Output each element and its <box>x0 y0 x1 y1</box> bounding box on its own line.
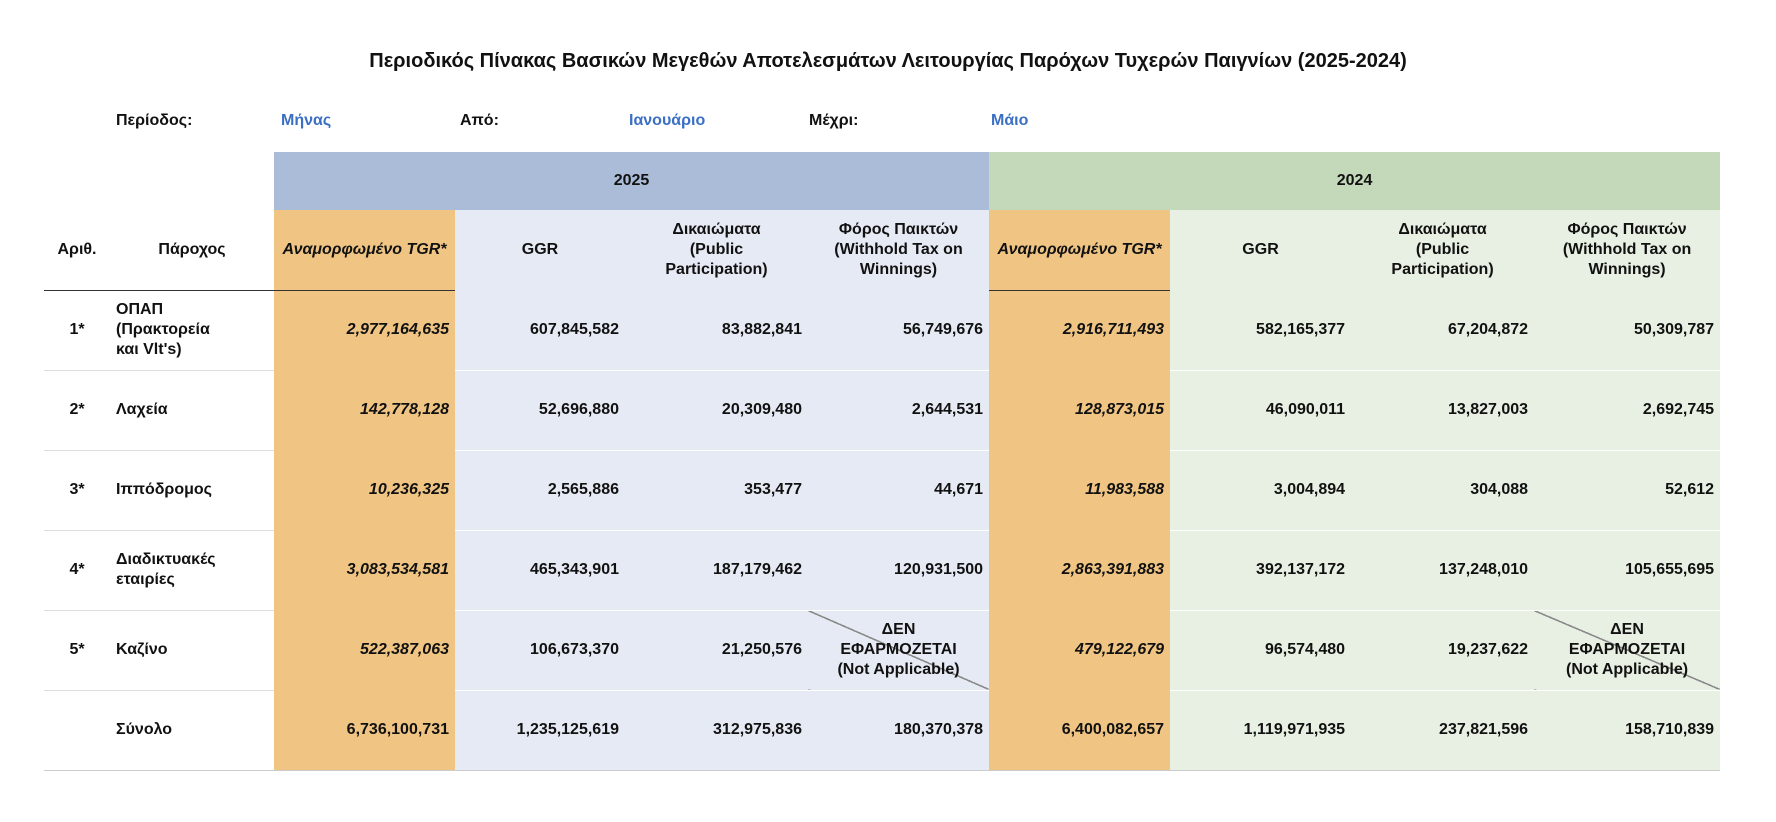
cell-tax-2024: 50,309,787 <box>1534 290 1720 370</box>
cell-rights-2025: 353,477 <box>625 450 808 530</box>
row-provider: Καζίνο <box>110 610 274 690</box>
cell-tgr-2025: 2,977,164,635 <box>274 290 455 370</box>
col-header-ggr-2024: GGR <box>1170 210 1351 290</box>
table-row <box>44 370 1720 450</box>
total-row <box>44 690 1720 770</box>
col-header-rights-2025 <box>625 210 808 290</box>
provider-line: (Πρακτορεία <box>116 321 210 338</box>
cell-tax-2025-not-applicable <box>808 610 989 690</box>
cell-tgr-2025: 522,387,063 <box>274 610 455 690</box>
to-value-link[interactable]: Μάιο <box>991 112 1029 129</box>
cell-ggr-2025: 106,673,370 <box>455 610 625 690</box>
cell-ggr-2024: 392,137,172 <box>1170 530 1351 610</box>
table-row <box>44 530 1720 610</box>
provider-line: ΟΠΑΠ <box>116 301 164 318</box>
cell-tgr-2025: 10,236,325 <box>274 450 455 530</box>
header-line: Δικαιώματα <box>1398 221 1487 238</box>
cell-tgr-2025: 3,083,534,581 <box>274 530 455 610</box>
provider-line: και Vlt's) <box>116 341 182 358</box>
col-header-rights-2024 <box>1351 210 1534 290</box>
na-line: ΕΦΑΡΜΟΖΕΤΑΙ <box>1568 641 1686 658</box>
cell-tax-2024-not-applicable <box>1534 610 1720 690</box>
na-line: (Not Applicable) <box>1566 661 1689 678</box>
col-header-ggr-2025: GGR <box>455 210 625 290</box>
cell-tgr-2024: 11,983,588 <box>989 450 1170 530</box>
total-tax-2025: 180,370,378 <box>808 690 989 770</box>
table-row <box>44 610 1720 690</box>
cell-ggr-2025: 52,696,880 <box>455 370 625 450</box>
row-num: 5* <box>44 610 110 690</box>
cell-rights-2025: 20,309,480 <box>625 370 808 450</box>
year-2024-header: 2024 <box>989 152 1720 210</box>
na-line: ΔΕΝ <box>1610 621 1644 638</box>
col-header-num: Αριθ. <box>44 210 110 290</box>
header-line: (Withhold Tax on <box>1562 241 1692 258</box>
cell-ggr-2025: 465,343,901 <box>455 530 625 610</box>
row-provider <box>110 290 274 370</box>
cell-tgr-2025: 142,778,128 <box>274 370 455 450</box>
cell-tgr-2024: 2,863,391,883 <box>989 530 1170 610</box>
cell-rights-2025: 83,882,841 <box>625 290 808 370</box>
cell-rights-2024: 304,088 <box>1351 450 1534 530</box>
row-num: 4* <box>44 530 110 610</box>
total-tgr-2024: 6,400,082,657 <box>989 690 1170 770</box>
year-2025-header: 2025 <box>274 152 989 210</box>
row-num: 1* <box>44 290 110 370</box>
cell-rights-2024: 13,827,003 <box>1351 370 1534 450</box>
total-tgr-2025: 6,736,100,731 <box>274 690 455 770</box>
results-table <box>44 152 1720 771</box>
header-line: Participation) <box>1391 261 1494 278</box>
total-label: Σύνολο <box>110 690 274 770</box>
total-ggr-2024: 1,119,971,935 <box>1170 690 1351 770</box>
period-value-link[interactable]: Μήνας <box>281 112 332 129</box>
header-line: Φόρος Παικτών <box>1567 221 1687 238</box>
header-line: Winnings) <box>1588 261 1666 278</box>
row-num: 3* <box>44 450 110 530</box>
header-line: (Public <box>1415 241 1470 258</box>
cell-rights-2024: 67,204,872 <box>1351 290 1534 370</box>
from-value-link[interactable]: Ιανουάριο <box>629 112 706 129</box>
header-line: Participation) <box>665 261 768 278</box>
cell-tgr-2024: 479,122,679 <box>989 610 1170 690</box>
header-line: Δικαιώματα <box>672 221 761 238</box>
blank-cell <box>44 152 110 210</box>
cell-tax-2024: 105,655,695 <box>1534 530 1720 610</box>
na-line: (Not Applicable) <box>837 661 960 678</box>
row-provider <box>110 530 274 610</box>
to-label: Μέχρι: <box>809 112 859 129</box>
header-line: Φόρος Παικτών <box>838 221 959 238</box>
blank-cell <box>110 152 274 210</box>
row-provider: Λαχεία <box>110 370 274 450</box>
total-rights-2025: 312,975,836 <box>625 690 808 770</box>
col-header-tgr-2025: Αναμορφωμένο TGR* <box>274 210 455 290</box>
header-line: (Withhold Tax on <box>834 241 963 258</box>
cell-tax-2024: 52,612 <box>1534 450 1720 530</box>
header-line: Winnings) <box>859 261 938 278</box>
col-header-tax-2024 <box>1534 210 1720 290</box>
table-row <box>44 450 1720 530</box>
cell-rights-2024: 19,237,622 <box>1351 610 1534 690</box>
table-row <box>44 290 1720 370</box>
row-num: 2* <box>44 370 110 450</box>
cell-tax-2025: 56,749,676 <box>808 290 989 370</box>
cell-rights-2025: 21,250,576 <box>625 610 808 690</box>
total-rights-2024: 237,821,596 <box>1351 690 1534 770</box>
cell-tgr-2024: 128,873,015 <box>989 370 1170 450</box>
col-header-provider: Πάροχος <box>110 210 274 290</box>
provider-line: Διαδικτυακές <box>116 551 216 568</box>
page-title: Περιοδικός Πίνακας Βασικών Μεγεθών Αποτελεσμάτων Λειτουργίας Παρόχων Τυχερών Παιγνίων (2025-2024) <box>369 50 1407 72</box>
row-num <box>44 690 110 770</box>
row-provider: Ιππόδρομος <box>110 450 274 530</box>
col-header-tgr-2024: Αναμορφωμένο TGR* <box>989 210 1170 290</box>
col-header-tax-2025 <box>808 210 989 290</box>
header-line: (Public <box>689 241 744 258</box>
na-line: ΔΕΝ <box>881 621 916 638</box>
cell-rights-2024: 137,248,010 <box>1351 530 1534 610</box>
cell-tax-2024: 2,692,745 <box>1534 370 1720 450</box>
cell-rights-2025: 187,179,462 <box>625 530 808 610</box>
cell-tax-2025: 44,671 <box>808 450 989 530</box>
cell-tgr-2024: 2,916,711,493 <box>989 290 1170 370</box>
cell-tax-2025: 120,931,500 <box>808 530 989 610</box>
from-label: Από: <box>460 112 499 129</box>
period-label: Περίοδος: <box>116 112 193 129</box>
total-tax-2024: 158,710,839 <box>1534 690 1720 770</box>
cell-ggr-2024: 46,090,011 <box>1170 370 1351 450</box>
cell-ggr-2024: 3,004,894 <box>1170 450 1351 530</box>
cell-ggr-2025: 2,565,886 <box>455 450 625 530</box>
total-ggr-2025: 1,235,125,619 <box>455 690 625 770</box>
provider-line: εταιρίες <box>116 571 175 588</box>
cell-ggr-2024: 582,165,377 <box>1170 290 1351 370</box>
cell-ggr-2024: 96,574,480 <box>1170 610 1351 690</box>
cell-ggr-2025: 607,845,582 <box>455 290 625 370</box>
na-line: ΕΦΑΡΜΟΖΕΤΑΙ <box>840 641 957 658</box>
cell-tax-2025: 2,644,531 <box>808 370 989 450</box>
